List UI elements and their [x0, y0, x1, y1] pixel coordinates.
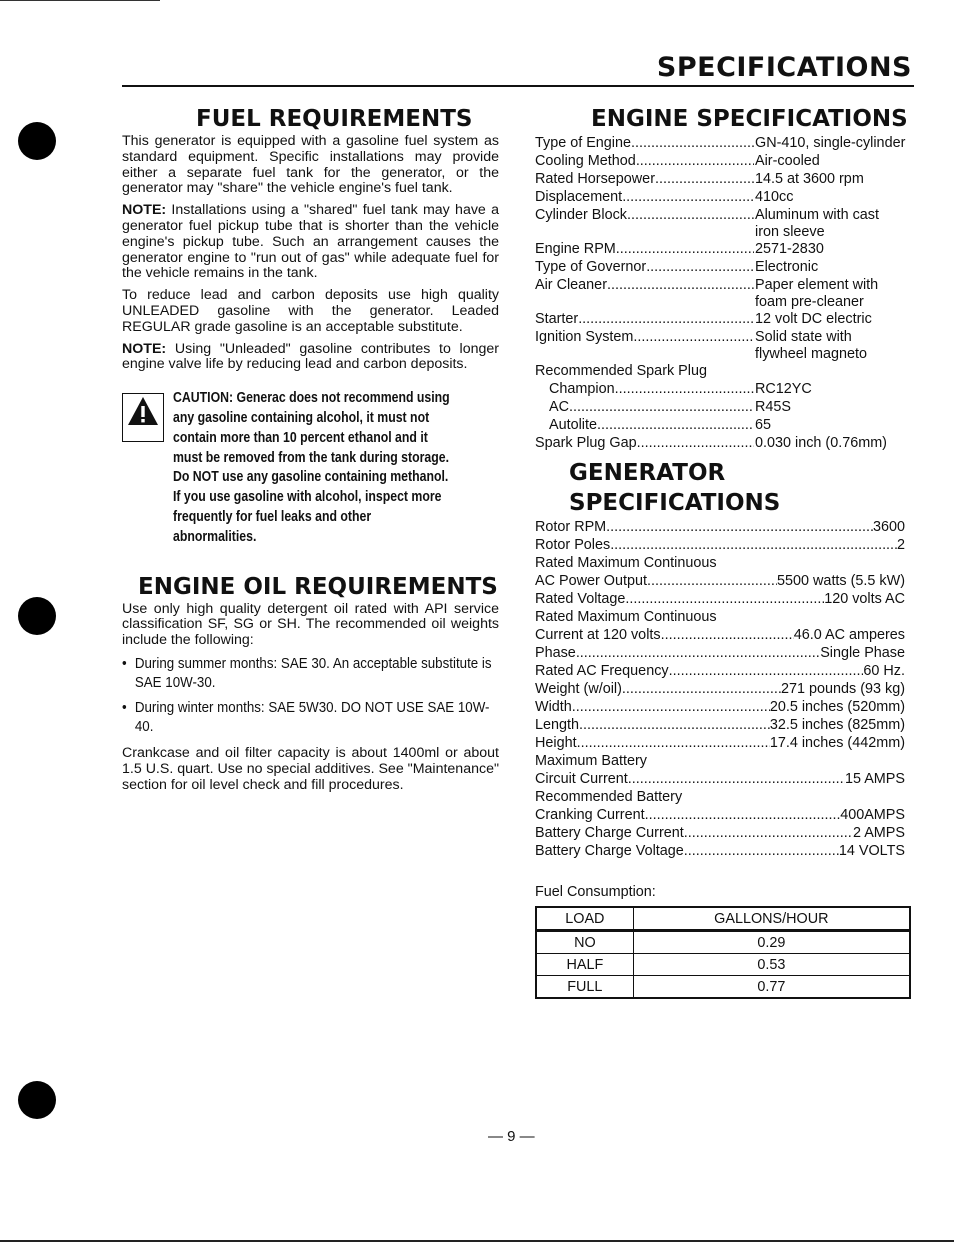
spec-value: 0.030 inch (0.76mm) — [755, 435, 887, 451]
spec-label: Length — [535, 717, 580, 733]
spec-row — [535, 380, 812, 398]
spec-value: 20.5 inches (520mm) — [769, 699, 905, 715]
spec-row — [535, 644, 905, 662]
binder-hole-icon — [18, 1081, 56, 1119]
spec-value-continued: iron sleeve — [755, 224, 825, 240]
spec-row — [535, 806, 905, 824]
spec-label: Displacement — [535, 189, 623, 205]
binder-hole-icon — [18, 122, 56, 160]
spec-row — [535, 152, 820, 170]
note-label: NOTE: — [122, 202, 167, 219]
fuel-note-2 — [122, 342, 499, 374]
engine-oil-requirements-heading: ENGINE OIL REQUIREMENTS — [138, 573, 498, 600]
spec-row — [535, 770, 905, 788]
spec-row — [535, 734, 905, 752]
spec-row — [535, 310, 872, 328]
spec-label: Rated Voltage — [535, 591, 626, 607]
spec-label: Battery Charge Voltage — [535, 843, 684, 859]
spec-value: 60 Hz. — [863, 663, 905, 679]
table-cell: 0.77 — [633, 976, 910, 999]
list-item: • During winter months: SAE 5W30. DO NOT USE SAE 10W-40. — [122, 699, 507, 738]
spec-value: Single Phase — [820, 645, 905, 661]
spec-row — [535, 328, 852, 346]
spec-value: 410cc — [755, 189, 794, 205]
spec-value-continued: flywheel magneto — [755, 346, 867, 362]
spec-label: Air Cleaner — [535, 277, 607, 293]
spec-row — [535, 572, 905, 590]
spec-label: Circuit Current — [535, 771, 628, 787]
spec-value: R45S — [755, 399, 791, 415]
right-column — [535, 104, 911, 999]
spec-row — [535, 698, 905, 716]
spec-label: Cranking Current — [535, 807, 645, 823]
spec-value: GN-410, single-cylinder — [755, 135, 906, 151]
spec-label: Cooling Method — [535, 153, 636, 169]
spec-row — [535, 824, 905, 842]
spec-value: 17.4 inches (442mm) — [769, 735, 905, 751]
spec-row — [535, 170, 864, 188]
generator-specifications-heading: GENERATOR SPECIFICATIONS — [569, 460, 781, 516]
table-row — [536, 931, 910, 954]
table-cell: 0.53 — [633, 954, 910, 976]
spec-row — [535, 626, 905, 644]
list-item: • During summer months: SAE 30. An acceptable substitute is SAE 10W-30. — [122, 655, 507, 694]
page-number: — 9 — — [488, 1128, 535, 1145]
spec-value: 5500 watts (5.5 kW) — [777, 573, 905, 589]
spec-row — [535, 398, 791, 416]
spec-row — [535, 716, 905, 734]
spec-label: Starter — [535, 311, 579, 327]
spec-row — [535, 662, 905, 680]
spec-value: 2 AMPS — [853, 825, 905, 841]
table-header-cell: GALLONS/HOUR — [633, 907, 910, 931]
binder-hole-icon — [18, 597, 56, 635]
caution-text: CAUTION: Generac does not recommend using any gasoline containing alcohol, it must not contain more than 10 percent ethanol and it must be removed from the tank during storage. Do NOT use any gasoline containing methanol. If you use gasoline with alcohol, inspect more frequently for fuel leaks and other abnormalities. — [173, 390, 450, 545]
spec-value: 65 — [755, 417, 772, 433]
fuel-consumption-label: Fuel Consumption: — [535, 884, 656, 900]
spec-value: 3600 — [872, 519, 905, 535]
spec-label: Current at 120 volts — [535, 627, 661, 643]
spec-value: 46.0 AC amperes — [793, 627, 905, 643]
spec-label: Autolite — [549, 417, 597, 433]
note-label: NOTE: — [122, 340, 167, 357]
spec-label: Spark Plug Gap — [535, 435, 637, 451]
spec-value: 120 volts AC — [824, 591, 905, 607]
table-header-cell: LOAD — [536, 907, 633, 931]
caution-block — [122, 389, 499, 547]
spec-label: Height — [535, 735, 577, 751]
spec-group-label: Recommended Battery — [535, 789, 683, 805]
spec-value: Solid state with — [755, 329, 852, 345]
spec-label: AC Power Output — [535, 573, 647, 589]
table-header-row — [536, 907, 910, 931]
spec-row — [535, 434, 887, 452]
spec-label: Champion — [549, 381, 615, 397]
title-rule — [122, 85, 914, 87]
table-row — [536, 976, 910, 999]
spec-label: Rotor Poles — [535, 537, 611, 553]
table-row — [536, 954, 910, 976]
spec-value: 271 pounds (93 kg) — [780, 681, 905, 697]
spec-label: Ignition System — [535, 329, 634, 345]
fuel-paragraph: To reduce lead and carbon deposits use high quality UNLEADED gasoline with the generator. Leaded REGULAR grade gasoline is an acceptable substitute. — [122, 287, 499, 335]
spec-value: Air-cooled — [755, 153, 820, 169]
engine-specifications-heading: ENGINE SPECIFICATIONS — [591, 106, 908, 132]
spec-value: 2571-2830 — [755, 241, 824, 257]
note-text: Installations using a "shared" fuel tank may have a generator fuel pickup tube that is shorter than the vehicle engine's pickup tube. Such an arrangement causes the generator engine to "run out of gas" while adequate fuel for the vehicle remains in the tank. — [122, 202, 499, 282]
spec-row — [535, 842, 905, 860]
table-cell: HALF — [536, 954, 633, 976]
spec-row — [535, 590, 905, 608]
spec-value: 14 VOLTS — [838, 843, 905, 859]
spec-row — [535, 134, 906, 152]
spec-label: Width — [535, 699, 572, 715]
spec-value: 12 volt DC electric — [755, 311, 872, 327]
spec-value: Paper element with — [755, 277, 879, 293]
spec-label: Weight (w/oil) — [535, 681, 622, 697]
generator-spec-list — [535, 518, 911, 860]
spec-row — [535, 536, 905, 554]
fuel-note-1 — [122, 203, 499, 282]
fuel-requirements-heading: FUEL REQUIREMENTS — [196, 106, 473, 132]
spec-label: Type of Governor — [535, 259, 647, 275]
spec-group-label: Rated Maximum Continuous — [535, 555, 717, 571]
left-column — [122, 104, 499, 799]
fuel-consumption-table — [535, 906, 911, 999]
spec-row — [535, 416, 772, 434]
spec-row — [535, 518, 905, 536]
spec-value: 14.5 at 3600 rpm — [755, 171, 864, 187]
table-cell: 0.29 — [633, 931, 910, 954]
spec-value: RC12YC — [755, 381, 812, 397]
spark-plug-heading: Recommended Spark Plug — [535, 363, 707, 379]
spec-label: AC — [549, 399, 569, 415]
oil-paragraph: Use only high quality detergent oil rated with API service classification SF, SG or SH. The recommended oil weights include the following: — [122, 600, 499, 649]
spec-row — [535, 206, 879, 224]
spec-value: 2 — [896, 537, 905, 553]
spec-label: Cylinder Block — [535, 207, 627, 223]
spec-label: Battery Charge Current — [535, 825, 684, 841]
spec-row — [535, 188, 794, 206]
spec-row — [535, 680, 905, 698]
table-cell: FULL — [536, 976, 633, 999]
engine-spec-list — [535, 134, 911, 452]
oil-capacity-paragraph: Crankcase and oil filter capacity is about 1400ml or about 1.5 U.S. quart. Use no special additives. See "Maintenance" section for oil level check and fill procedures. — [122, 744, 499, 793]
spec-label: Rated AC Frequency — [535, 663, 669, 679]
spec-label: Rated Horsepower — [535, 171, 655, 187]
table-cell: NO — [536, 931, 633, 954]
spec-row — [535, 258, 819, 276]
spec-value: 400AMPS — [840, 807, 905, 823]
spec-value: 32.5 inches (825mm) — [769, 717, 905, 733]
spec-label: Phase — [535, 645, 576, 661]
spec-value: Electronic — [755, 259, 819, 275]
spec-row — [535, 240, 824, 258]
note-text: Using "Unleaded" gasoline contributes to longer engine valve life by reducing lead and carbon deposits. — [122, 340, 499, 373]
spec-value: Aluminum with cast — [755, 207, 879, 223]
spec-value-continued: foam pre-cleaner — [755, 294, 864, 310]
spec-group-label: Maximum Battery — [535, 753, 647, 769]
spec-label: Engine RPM — [535, 241, 616, 257]
spec-group-label: Rated Maximum Continuous — [535, 609, 717, 625]
oil-weight-list — [122, 655, 499, 738]
fuel-paragraph: This generator is equipped with a gasoline fuel system as standard equipment. Specific installations may provide either a separate fuel tank for the generator, or the generator may "share" the vehicle engine's fuel tank. — [122, 133, 499, 197]
spec-label: Type of Engine — [535, 135, 632, 151]
spec-label: Rotor RPM — [535, 519, 607, 535]
spec-value: 15 AMPS — [845, 771, 905, 787]
bottom-edge-line — [0, 1240, 954, 1242]
spec-row — [535, 276, 879, 294]
page-title: SPECIFICATIONS — [656, 52, 912, 83]
warning-triangle-icon — [122, 393, 164, 442]
top-edge-line — [0, 0, 160, 1]
